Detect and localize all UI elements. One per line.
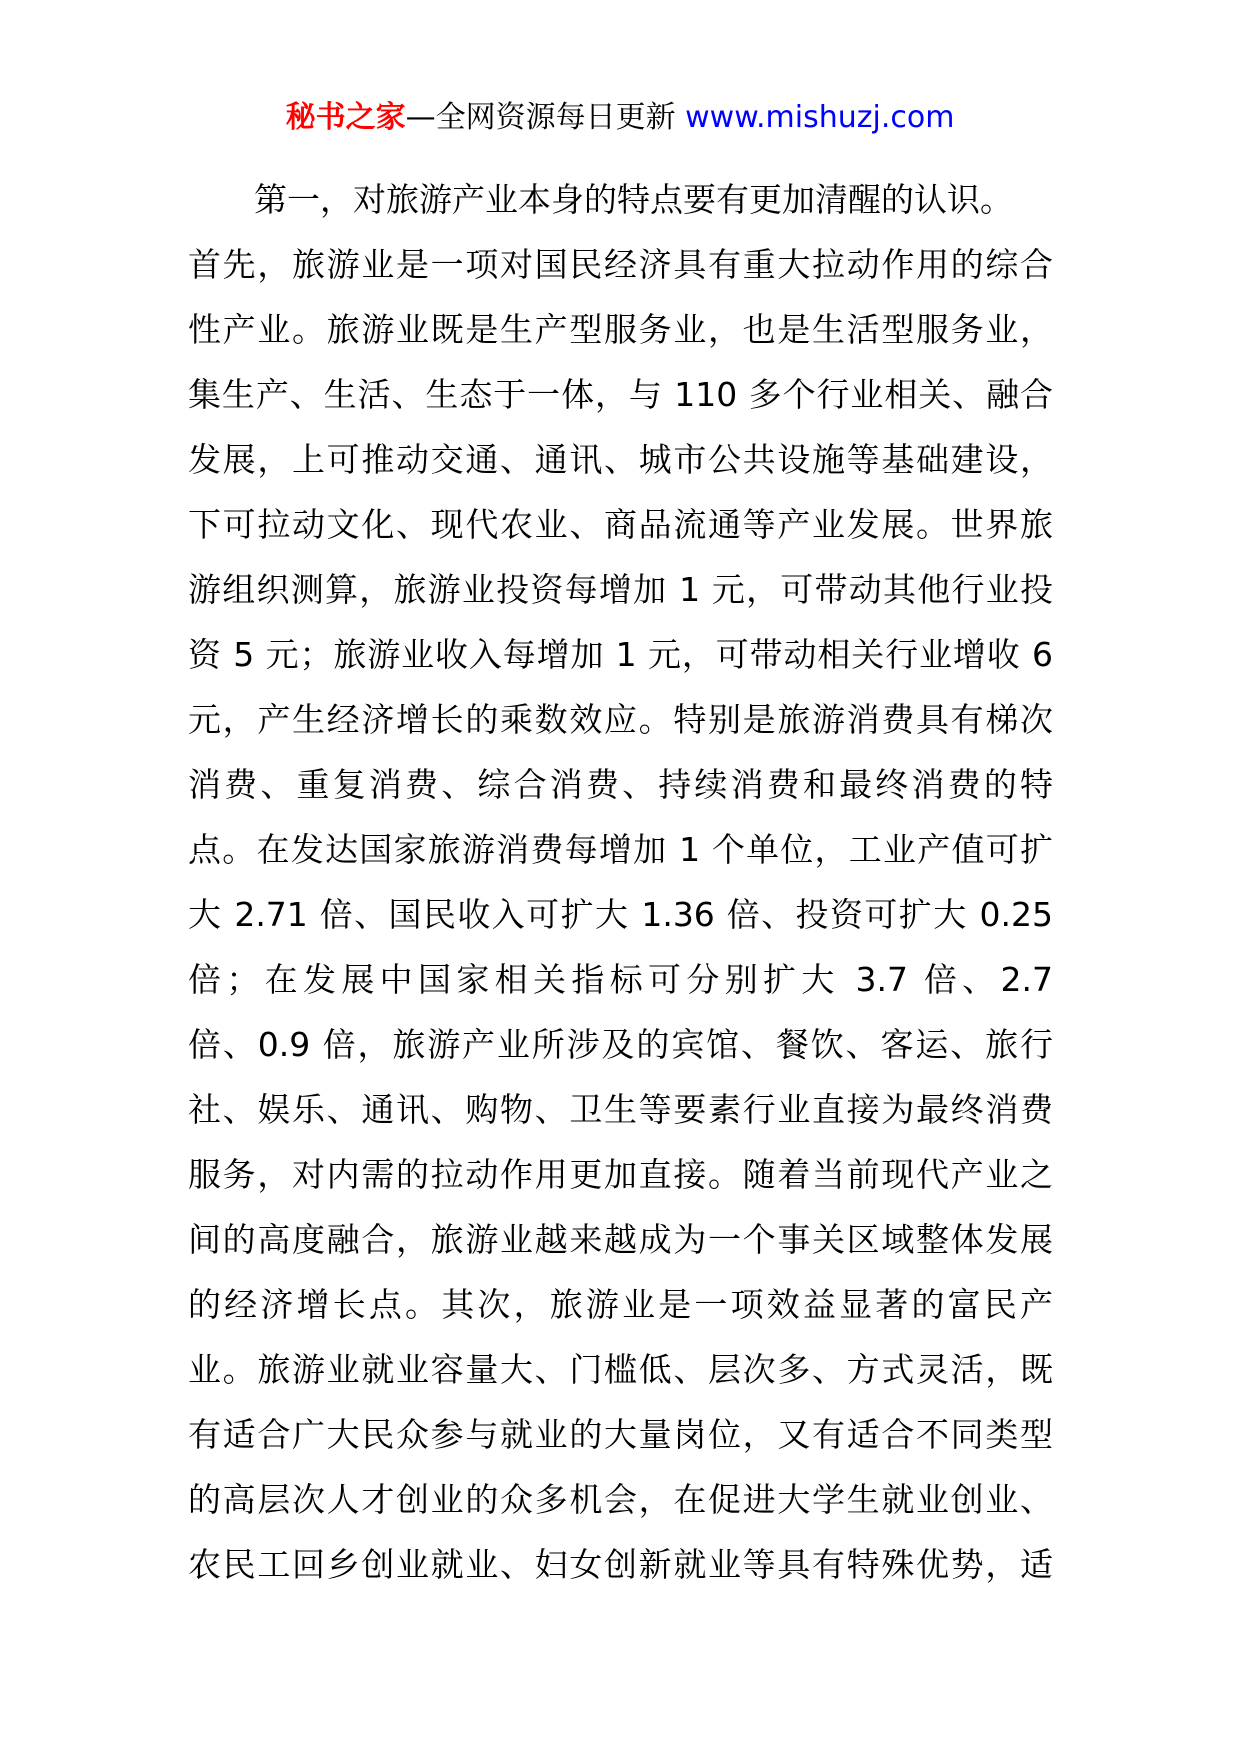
- paragraph-line: 下可拉动文化、现代农业、商品流通等产业发展。世界旅: [188, 505, 1053, 544]
- paragraph-line: 间的高度融合，旅游业越来越成为一个事关区域整体发展: [188, 1220, 1053, 1259]
- paragraph-line: 的经济增长点。其次，旅游业是一项效益显著的富民产: [188, 1285, 1053, 1324]
- paragraph-line: 服务，对内需的拉动作用更加直接。随着当前现代产业之: [188, 1155, 1053, 1194]
- paragraph-line: 元，产生经济增长的乘数效应。特别是旅游消费具有梯次: [188, 700, 1053, 739]
- brand-name: 秘书之家: [285, 100, 406, 135]
- paragraph-line: 游组织测算，旅游业投资每增加 1 元，可带动其他行业投: [188, 570, 1053, 609]
- paragraph-line: 资 5 元；旅游业收入每增加 1 元，可带动相关行业增收 6: [188, 635, 1053, 674]
- paragraph-line: 发展，上可推动交通、通讯、城市公共设施等基础建设，: [188, 440, 1053, 479]
- paragraph-line: 的高层次人才创业的众多机会，在促进大学生就业创业、: [188, 1480, 1053, 1519]
- paragraph-line: 大 2.71 倍、国民收入可扩大 1.36 倍、投资可扩大 0.25: [188, 895, 1053, 934]
- paragraph-line: 业。旅游业就业容量大、门槛低、层次多、方式灵活，既: [188, 1350, 1053, 1389]
- paragraph-line: 性产业。旅游业既是生产型服务业，也是生活型服务业，: [188, 310, 1053, 349]
- paragraph-line: 首先，旅游业是一项对国民经济具有重大拉动作用的综合: [188, 245, 1053, 284]
- paragraph-line: 倍；在发展中国家相关指标可分别扩大 3.7 倍、2.7: [188, 960, 1053, 999]
- paragraph-line: 集生产、生活、生态于一体，与 110 多个行业相关、融合: [188, 375, 1053, 414]
- site-url-link[interactable]: www.mishuzj.com: [685, 100, 955, 135]
- header-slogan: —全网资源每日更新: [405, 100, 676, 135]
- paragraph-line: 倍、0.9 倍，旅游产业所涉及的宾馆、餐饮、客运、旅行: [188, 1025, 1053, 1064]
- paragraph-line: 社、娱乐、通讯、购物、卫生等要素行业直接为最终消费: [188, 1090, 1053, 1129]
- paragraph-line: 有适合广大民众参与就业的大量岗位，又有适合不同类型: [188, 1415, 1053, 1454]
- document-body: [188, 167, 1053, 1597]
- site-header: [0, 98, 1240, 138]
- paragraph-line: 消费、重复消费、综合消费、持续消费和最终消费的特: [188, 765, 1053, 804]
- paragraph-line: 第一，对旅游产业本身的特点要有更加清醒的认识。: [254, 180, 1013, 219]
- paragraph-line: 点。在发达国家旅游消费每增加 1 个单位，工业产值可扩: [188, 830, 1053, 869]
- paragraph-line: 农民工回乡创业就业、妇女创新就业等具有特殊优势，适: [188, 1545, 1053, 1584]
